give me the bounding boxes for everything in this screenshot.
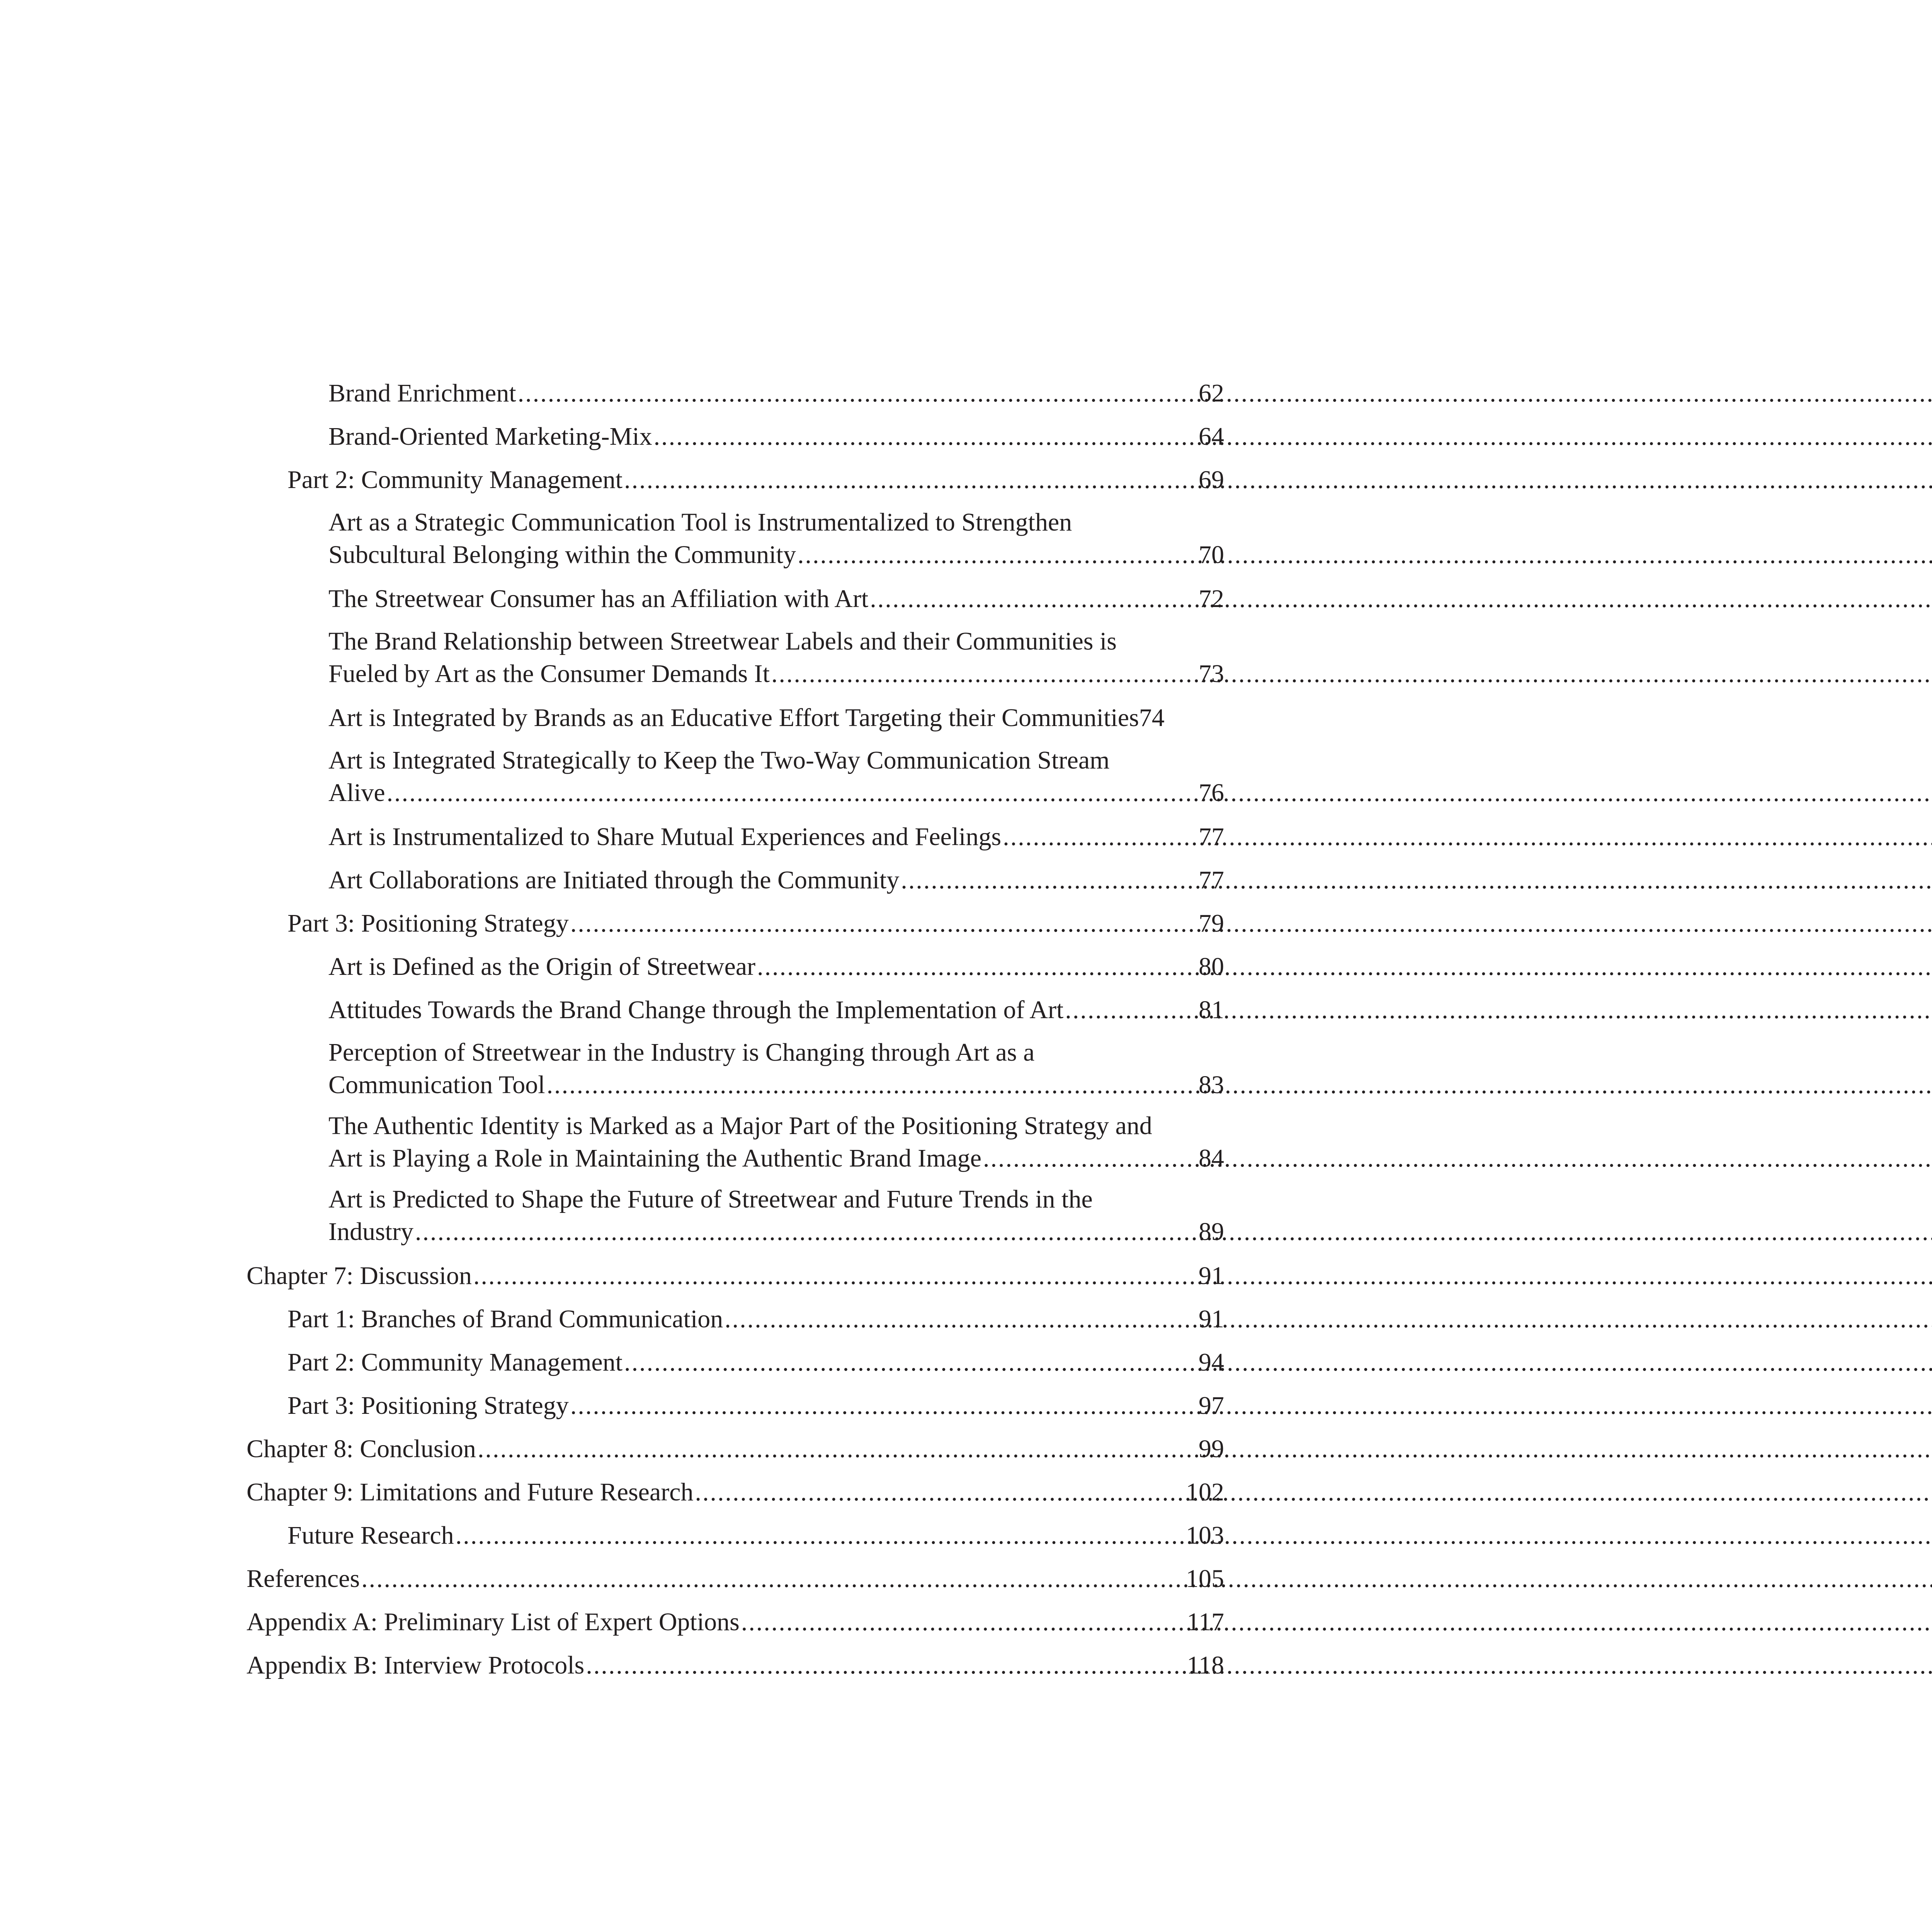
toc-entry-title: The Streetwear Consumer has an Affiliation with Art — [328, 585, 869, 613]
toc-leader-dots — [901, 864, 1197, 896]
toc-entry-page: 118 — [1187, 1651, 1224, 1679]
toc-entry — [328, 1110, 1224, 1175]
toc-entry-title: Part 2: Community Management — [287, 1348, 623, 1376]
toc-entry — [328, 702, 1224, 734]
toc-leader-dots — [473, 1260, 1197, 1292]
toc-leader-dots — [624, 464, 1197, 496]
toc-entry — [328, 1036, 1224, 1101]
toc-entry-page: 81 — [1199, 996, 1224, 1024]
toc-entry — [247, 1260, 1224, 1292]
toc-leader-dots — [654, 420, 1197, 453]
toc-leader-dots — [741, 1606, 1185, 1638]
toc-entry-title: Chapter 9: Limitations and Future Research — [247, 1478, 694, 1506]
toc-leader-dots — [798, 539, 1197, 571]
toc-entry-title: Part 2: Community Management — [287, 466, 623, 494]
toc-entry-page: 79 — [1199, 909, 1224, 937]
toc-entry-title: Attitudes Towards the Brand Change through the Implementation of Art — [328, 996, 1064, 1024]
toc-leader-dots — [757, 951, 1197, 983]
toc-entry-page: 62 — [1199, 379, 1224, 407]
toc-leader-dots — [547, 1069, 1197, 1101]
toc-entry — [287, 1303, 1224, 1335]
toc-leader-dots — [415, 1216, 1197, 1248]
toc-entry-title-line2: Communication Tool — [328, 1071, 545, 1099]
toc-leader-dots — [361, 1563, 1184, 1595]
toc-entry-page: 102 — [1186, 1478, 1224, 1506]
toc-entry-title-line2: Fueled by Art as the Consumer Demands It — [328, 660, 770, 688]
toc-entry-page: 80 — [1199, 952, 1224, 981]
toc-entry-title: Art is Integrated by Brands as an Educative Effort Targeting their Communities — [328, 704, 1139, 732]
toc-leader-dots — [724, 1303, 1197, 1335]
toc-entry-page: 91 — [1199, 1305, 1224, 1333]
toc-entry — [328, 506, 1224, 571]
toc-entry — [247, 1649, 1224, 1682]
toc-entry-title: Appendix A: Preliminary List of Expert Options — [247, 1608, 740, 1636]
toc-entry-page: 94 — [1199, 1348, 1224, 1376]
toc-leader-dots — [387, 777, 1197, 809]
toc-entry — [328, 821, 1224, 853]
toc-entry-page: 91 — [1199, 1262, 1224, 1290]
toc-leader-dots — [624, 1346, 1197, 1379]
toc-entry-page: 74 — [1139, 704, 1165, 732]
toc-leader-dots — [478, 1433, 1197, 1465]
toc-entry-title-line1: Art as a Strategic Communication Tool is Instrumentalized to Strengthen — [328, 508, 1072, 536]
toc-entry-title: Brand-Oriented Marketing-Mix — [328, 422, 652, 451]
toc-entry-page: 77 — [1199, 866, 1224, 894]
toc-entry-title-line1: Art is Predicted to Shape the Future of Streetwear and Future Trends in the — [328, 1185, 1093, 1213]
toc-leader-dots — [518, 377, 1197, 410]
toc-entry — [247, 1606, 1224, 1638]
toc-entry-title: Brand Enrichment — [328, 379, 516, 407]
toc-entry-title-line2: Alive — [328, 779, 385, 807]
toc-leader-dots — [695, 1476, 1184, 1509]
toc-entry — [287, 464, 1224, 496]
toc-entry-page: 105 — [1186, 1565, 1224, 1593]
toc-entry-page: 77 — [1199, 823, 1224, 851]
toc-entry-title-line1: The Brand Relationship between Streetwear Labels and their Communities is — [328, 627, 1117, 655]
toc-entry-page: 83 — [1199, 1071, 1224, 1099]
toc-entry — [328, 744, 1224, 809]
toc-leader-dots — [1065, 994, 1197, 1026]
toc-entry-title-line1: The Authentic Identity is Marked as a Major Part of the Positioning Strategy and — [328, 1112, 1152, 1140]
toc-entry-page: 97 — [1199, 1391, 1224, 1420]
toc-entry-title: Art Collaborations are Initiated through the Community — [328, 866, 900, 894]
toc-entry-page: 72 — [1199, 585, 1224, 613]
toc-entry-title: Appendix B: Interview Protocols — [247, 1651, 585, 1679]
toc-entry — [287, 1519, 1224, 1552]
toc-entry-title: Future Research — [287, 1521, 454, 1549]
toc-entry — [328, 951, 1224, 983]
toc-entry-title: Art is Instrumentalized to Share Mutual Experiences and Feelings — [328, 823, 1002, 851]
toc-entry-page: 103 — [1186, 1521, 1224, 1549]
toc-leader-dots — [586, 1649, 1185, 1682]
toc-entry-title: Part 1: Branches of Brand Communication — [287, 1305, 723, 1333]
toc-entry-page: 117 — [1187, 1608, 1224, 1636]
toc-entry — [328, 994, 1224, 1026]
toc-entry-title-line2: Art is Playing a Role in Maintaining the Authentic Brand Image — [328, 1144, 982, 1172]
toc-entry-page: 64 — [1199, 422, 1224, 451]
toc-entry-title: Part 3: Positioning Strategy — [287, 909, 569, 937]
toc-entry-title: Chapter 7: Discussion — [247, 1262, 472, 1290]
toc-entry-page: 76 — [1199, 779, 1224, 807]
toc-entry-page: 69 — [1199, 466, 1224, 494]
toc-entry — [287, 1389, 1224, 1422]
toc-entry-title: Art is Defined as the Origin of Streetwear — [328, 952, 756, 981]
toc-leader-dots — [456, 1519, 1184, 1552]
toc-entry-title-line1: Perception of Streetwear in the Industry is Changing through Art as a — [328, 1038, 1035, 1066]
toc-entry-page: 89 — [1199, 1218, 1224, 1246]
toc-leader-dots — [983, 1142, 1197, 1175]
toc-entry — [287, 907, 1224, 940]
toc-entry-title-line1: Art is Integrated Strategically to Keep the Two-Way Communication Stream — [328, 746, 1110, 774]
toc-entry-title-line2: Subcultural Belonging within the Community — [328, 541, 796, 569]
toc-entry — [247, 1563, 1224, 1595]
toc-entry — [328, 420, 1224, 453]
toc-entry — [328, 377, 1224, 410]
toc-leader-dots — [870, 583, 1197, 615]
toc-entry — [287, 1346, 1224, 1379]
toc-entry-page: 70 — [1199, 541, 1224, 569]
toc-entry — [328, 625, 1224, 690]
toc-entry — [328, 1183, 1224, 1248]
toc-entry-title: Chapter 8: Conclusion — [247, 1435, 476, 1463]
toc-leader-dots — [570, 1389, 1197, 1422]
toc-leader-dots — [570, 907, 1197, 940]
toc-entry-title: References — [247, 1565, 360, 1593]
toc-entry-page: 99 — [1199, 1435, 1224, 1463]
toc-leader-dots — [771, 658, 1197, 690]
toc-entry — [328, 864, 1224, 896]
toc-entry — [328, 583, 1224, 615]
toc-entry-title-line2: Industry — [328, 1218, 413, 1246]
toc-entry-page: 73 — [1199, 660, 1224, 688]
toc-entry — [247, 1433, 1224, 1465]
toc-entry-title: Part 3: Positioning Strategy — [287, 1391, 569, 1420]
toc-leader-dots — [1003, 821, 1197, 853]
toc-entry-page: 84 — [1199, 1144, 1224, 1172]
toc-entry — [247, 1476, 1224, 1509]
